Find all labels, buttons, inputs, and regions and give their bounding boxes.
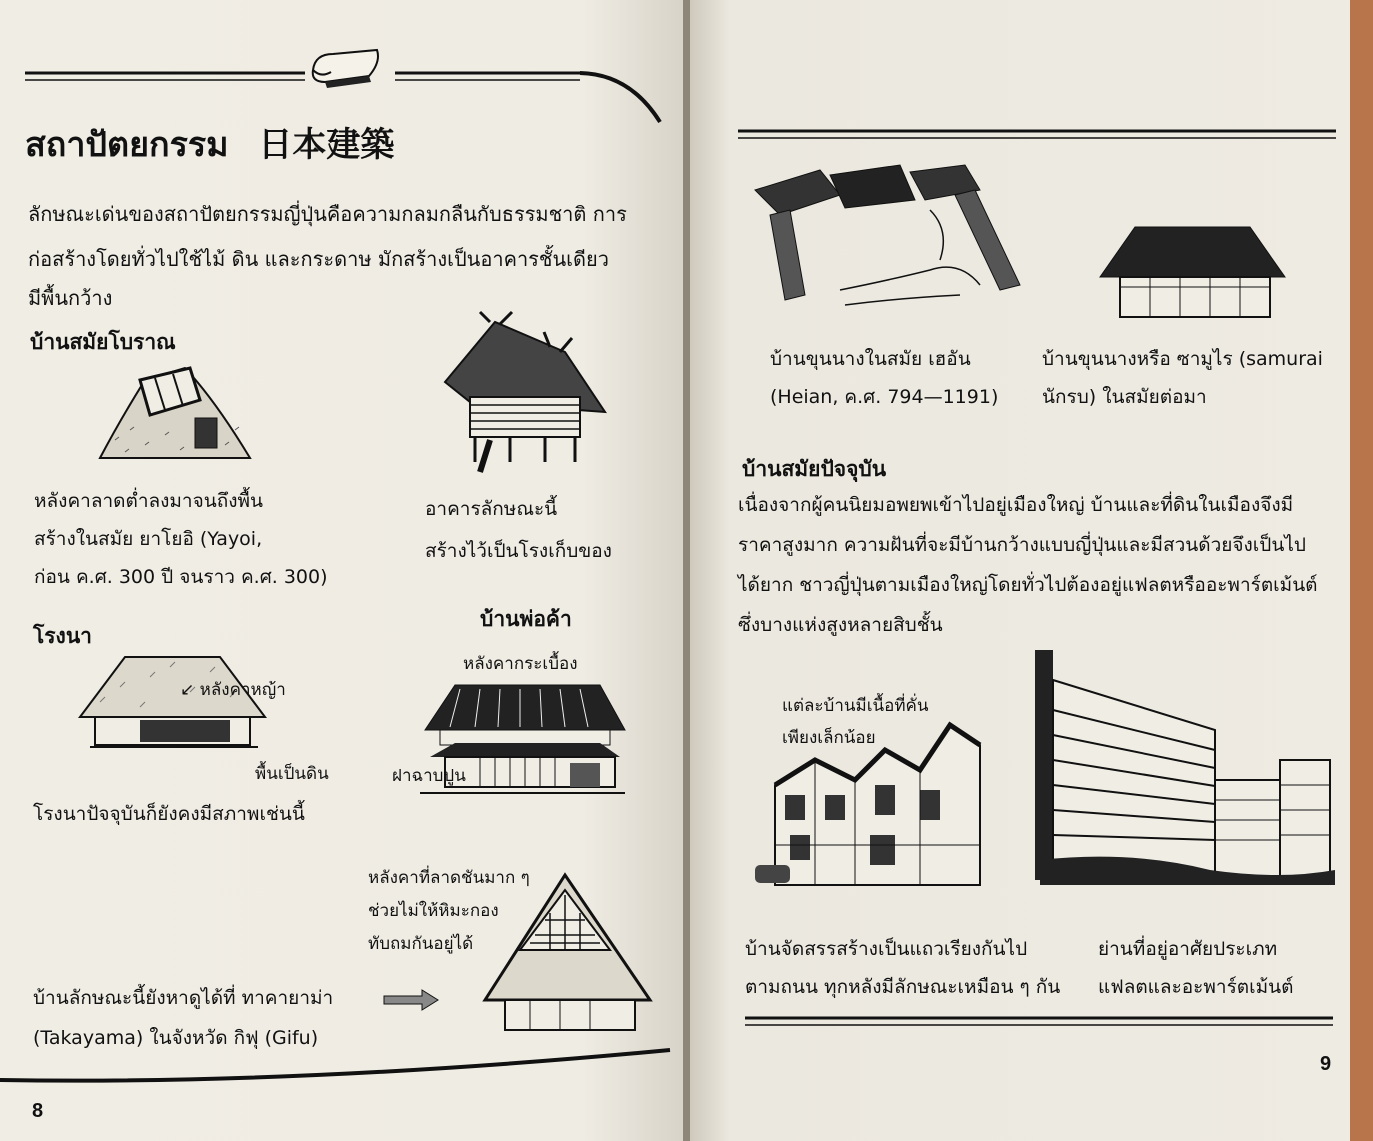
footer-rule xyxy=(0,1030,680,1090)
caption-line: ตามถนน ทุกหลังมีลักษณะเหมือน ๆ กัน xyxy=(745,976,1061,998)
intro-line: ลักษณะเด่นของสถาปัตยกรรมญี่ปุ่นคือความกลมกลืนกับธรรมชาติ การ xyxy=(28,202,627,226)
scroll-icon xyxy=(305,42,385,92)
arrow-icon: ↙ xyxy=(180,680,200,700)
label-plaster-wall: ฝาฉาบปูน xyxy=(392,766,466,786)
pit-dwelling-illustration xyxy=(95,360,255,465)
caption-barn: โรงนาปัจจุบันก็ยังคงมีสภาพเช่นนี้ xyxy=(33,803,305,825)
intro-paragraph xyxy=(28,192,627,314)
intro-line: ก่อสร้างโดยทั่วไปใช้ไม้ ดิน และกระดาษ มักสร้างเป็นอาคารชั้นเดียว xyxy=(28,247,609,271)
caption-line: บ้านลักษณะนี้ยังหาดูได้ที่ ทาคายาม่า xyxy=(33,987,334,1009)
caption-line: แฟลตและอะพาร์ตเม้นต์ xyxy=(1098,976,1294,998)
caption-line: สร้างในสมัย ยาโยอิ (Yayoi, xyxy=(34,528,263,550)
samurai-house-illustration xyxy=(1100,222,1290,322)
row-houses-illustration xyxy=(755,695,995,895)
body-line: ได้ยาก ชาวญี่ปุ่นตามเมืองใหญ่โดยทั่วไปต้องอยู่แฟลตหรืออะพาร์ตเม้นต์ xyxy=(738,574,1318,596)
body-line: ราคาสูงมาก ความฝันที่จะมีบ้านกว้างแบบญี่ปุ่นและมีสวนด้วยจึงเป็นไป xyxy=(738,534,1306,556)
label-line: แต่ละบ้านมีเนื้อที่คั่น xyxy=(782,696,929,716)
caption-flats xyxy=(1098,930,1293,1006)
body-line: เนื่องจากผู้คนนิยมอพยพเข้าไปอยู่เมืองใหญ่ บ้านและที่ดินในเมืองจึงมี xyxy=(738,494,1294,516)
page-number: 8 xyxy=(32,1100,44,1122)
modern-paragraph xyxy=(738,485,1318,645)
heian-mansion-illustration xyxy=(750,160,1025,315)
intro-line: มีพื้นกว้าง xyxy=(28,286,113,310)
heading-ancient-house: บ้านสมัยโบราณ xyxy=(30,330,176,354)
caption-line: หลังคาลาดต่ำลงมาจนถึงพื้น xyxy=(34,490,264,512)
label-line: ช่วยไม่ให้หิมะกอง xyxy=(368,901,499,921)
caption-heian xyxy=(770,340,998,416)
gassho-house-illustration xyxy=(480,865,655,1035)
label-tile-roof: หลังคากระเบื้อง xyxy=(463,654,578,674)
caption-line: นักรบ) ในสมัยต่อมา xyxy=(1042,386,1207,408)
label-line: ทับถมกันอยู่ได้ xyxy=(368,934,474,954)
header-rule-right xyxy=(738,128,1338,158)
apartment-blocks-illustration xyxy=(1030,650,1340,890)
caption-line: ก่อน ค.ศ. 300 ปี จนราว ค.ศ. 300) xyxy=(34,566,328,588)
book-edge xyxy=(1350,0,1373,1141)
title-japanese: 日本建築 xyxy=(258,125,395,165)
label-grass-roof: ↙ หลังคาหญ้า xyxy=(180,680,286,700)
title-thai: สถาปัตยกรรม xyxy=(25,125,229,165)
label-earth-floor: พื้นเป็นดิน xyxy=(255,764,329,784)
caption-pit-dwelling xyxy=(34,482,328,596)
page-title xyxy=(25,117,394,171)
right-page xyxy=(690,0,1350,1141)
footer-rule-right xyxy=(745,1015,1335,1035)
caption-line: บ้านขุนนางในสมัย เฮอัน xyxy=(770,348,971,370)
storehouse-illustration xyxy=(440,312,610,477)
caption-line: อาคารลักษณะนี้ xyxy=(425,498,558,520)
heading-merchant-house: บ้านพ่อค้า xyxy=(480,607,572,631)
caption-storehouse xyxy=(425,490,612,570)
caption-line: (Takayama) ในจังหวัด กิฟุ (Gifu) xyxy=(33,1027,319,1049)
caption-line: บ้านขุนนางหรือ ซามูไร (samurai xyxy=(1042,348,1323,370)
heading-barn: โรงนา xyxy=(33,624,92,648)
caption-line: (Heian, ค.ศ. 794—1191) xyxy=(770,386,999,408)
caption-row-houses xyxy=(745,930,1060,1006)
caption-line: บ้านจัดสรรสร้างเป็นแถวเรียงกันไป xyxy=(745,938,1028,960)
caption-samurai xyxy=(1042,340,1323,416)
left-page xyxy=(0,0,685,1141)
arrow-right-icon xyxy=(382,988,442,1012)
page-number: 9 xyxy=(1320,1053,1332,1075)
caption-line: ย่านที่อยู่อาศัยประเภท xyxy=(1098,938,1278,960)
barn-illustration xyxy=(80,652,270,757)
label-line: หลังคาที่ลาดชันมาก ๆ xyxy=(368,868,530,888)
label-line: เพียงเล็กน้อย xyxy=(782,728,876,748)
heading-modern-house: บ้านสมัยปัจจุบัน xyxy=(742,457,887,481)
caption-line: สร้างไว้เป็นโรงเก็บของ xyxy=(425,540,612,562)
body-line: ซึ่งบางแห่งสูงหลายสิบชั้น xyxy=(738,614,943,636)
